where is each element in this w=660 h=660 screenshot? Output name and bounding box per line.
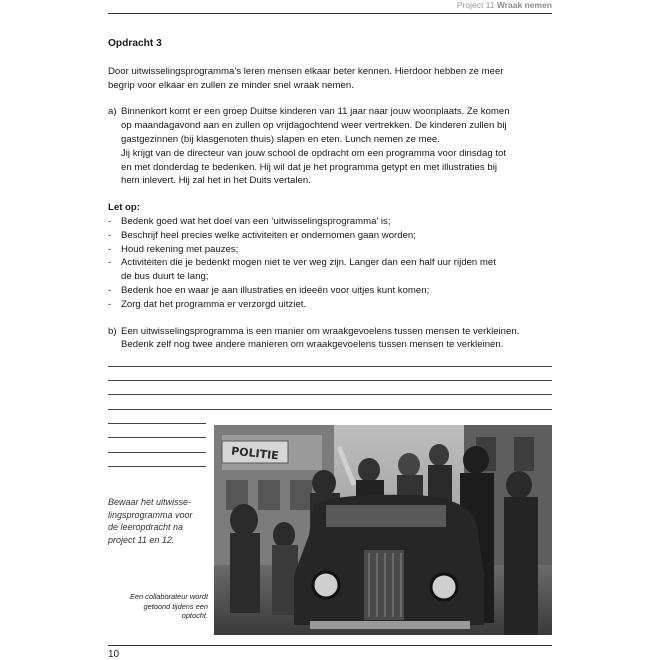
answer-lines — [108, 366, 552, 423]
bullet-dash: - — [108, 257, 112, 269]
historical-photo — [214, 425, 552, 635]
part-b-text — [121, 325, 558, 353]
answer-line[interactable] — [108, 466, 206, 467]
bullet-line: Zorg dat het programma er verzorgd uitziet. — [121, 298, 307, 310]
part-b-line: Een uitwisselingsprogramma is een manier om wraakgevoelens tussen mensen te verkleinen. — [121, 325, 520, 337]
list-item — [108, 215, 558, 229]
side-note-line: Bewaar het uitwisse- — [108, 497, 192, 507]
page-number: 10 — [108, 649, 120, 660]
part-b-line: Bedenk zelf nog twee andere manieren om wraakgevoelens tussen mensen te verkleinen. — [121, 339, 504, 351]
header-project: Project 11 — [456, 0, 495, 10]
list-item — [108, 256, 558, 284]
side-note-line: de leeropdracht na — [108, 522, 184, 533]
bullet-line: Bedenk goed wat het doel van een ‘uitwisselingsprogramma’ is; — [121, 215, 391, 227]
photo-caption — [108, 592, 208, 621]
answer-line[interactable] — [108, 366, 552, 367]
part-b-marker: b) — [108, 325, 117, 337]
intro-paragraph — [108, 65, 558, 93]
headlight-left — [313, 572, 339, 598]
car — [294, 495, 484, 629]
sign-text: POLITIE — [230, 444, 280, 463]
list-item — [108, 284, 558, 298]
assignment — [108, 37, 558, 352]
bullet-line: de bus duurt te lang; — [121, 271, 209, 283]
answer-line[interactable] — [108, 423, 206, 424]
bullet-dash: - — [108, 298, 112, 310]
headlight-right — [431, 574, 457, 600]
bullet-line: Beschrijf heel precies welke activiteiten er ondernomen gaan worden; — [121, 229, 416, 241]
assignment-title: Opdracht 3 — [108, 38, 162, 49]
part-a-line: hem inlevert. Hij zal het in het Duits vertalen. — [121, 175, 311, 187]
bullet-line: Houd rekening met pauzes; — [121, 243, 239, 255]
part-b — [108, 325, 558, 353]
side-note-line: lingsprogramma voor — [108, 509, 193, 520]
footer-rule — [108, 645, 552, 646]
short-answer-lines — [108, 423, 206, 481]
bullet-dash: - — [108, 284, 112, 296]
bullet-dash: - — [108, 243, 112, 255]
let-op-title: Let op: — [108, 202, 140, 214]
part-a-line: gastgezinnen (bij klasgenoten thuis) slapen en eten. Lunch nemen ze mee. — [121, 133, 440, 145]
answer-line[interactable] — [108, 409, 552, 410]
answer-line[interactable] — [108, 437, 206, 438]
part-a — [108, 105, 558, 188]
side-note-line: project 11 en 12. — [108, 534, 175, 545]
caption-line: Een collaborateur wordt — [129, 592, 208, 601]
bullet-line: Activiteiten die je bedenkt mogen niet te ver weg zijn. Langer dan een half uur rijden met — [121, 257, 496, 269]
side-note — [108, 496, 212, 546]
intro-line: Door uitwisselingsprogramma’s leren mensen elkaar beter kennen. Hierdoor hebben ze meer — [108, 65, 504, 77]
bullet-line: Bedenk hoe en waar je aan illustraties en ideeën voor uitjes kunt komen; — [121, 284, 430, 296]
answer-line[interactable] — [108, 380, 552, 381]
list-item — [108, 298, 558, 312]
header-title: Wraak nemen — [496, 0, 552, 10]
list-item — [108, 243, 558, 257]
part-a-line: op maandagavond aan en zullen op vrijdagochtend weer vertrekken. De kinderen zullen bij — [121, 120, 507, 132]
let-op-list — [108, 215, 558, 312]
list-item — [108, 229, 558, 243]
part-a-marker: a) — [108, 106, 117, 118]
part-a-line: Binnenkort komt er een groep Duitse kinderen van 11 jaar naar jouw woonplaats. Ze komen — [121, 106, 510, 118]
bullet-dash: - — [108, 215, 112, 227]
part-a-text — [121, 105, 558, 188]
caption-line: getoond tijdens een — [143, 601, 208, 611]
answer-line[interactable] — [108, 394, 552, 395]
page-header — [457, 0, 552, 10]
answer-line[interactable] — [108, 452, 206, 453]
caption-line: optocht. — [181, 611, 208, 621]
part-a-line: en met donderdag te bedenken. Hij wil dat je het programma getypt en met illustraties bij — [121, 161, 497, 173]
header-rule — [108, 13, 552, 14]
bullet-dash: - — [108, 229, 112, 241]
intro-line: begrip voor elkaar en zullen ze minder snel wraak nemen. — [108, 79, 354, 91]
part-a-line: Jij krijgt van de directeur van jouw school de opdracht om een programma voor dinsdag tot — [121, 147, 507, 159]
